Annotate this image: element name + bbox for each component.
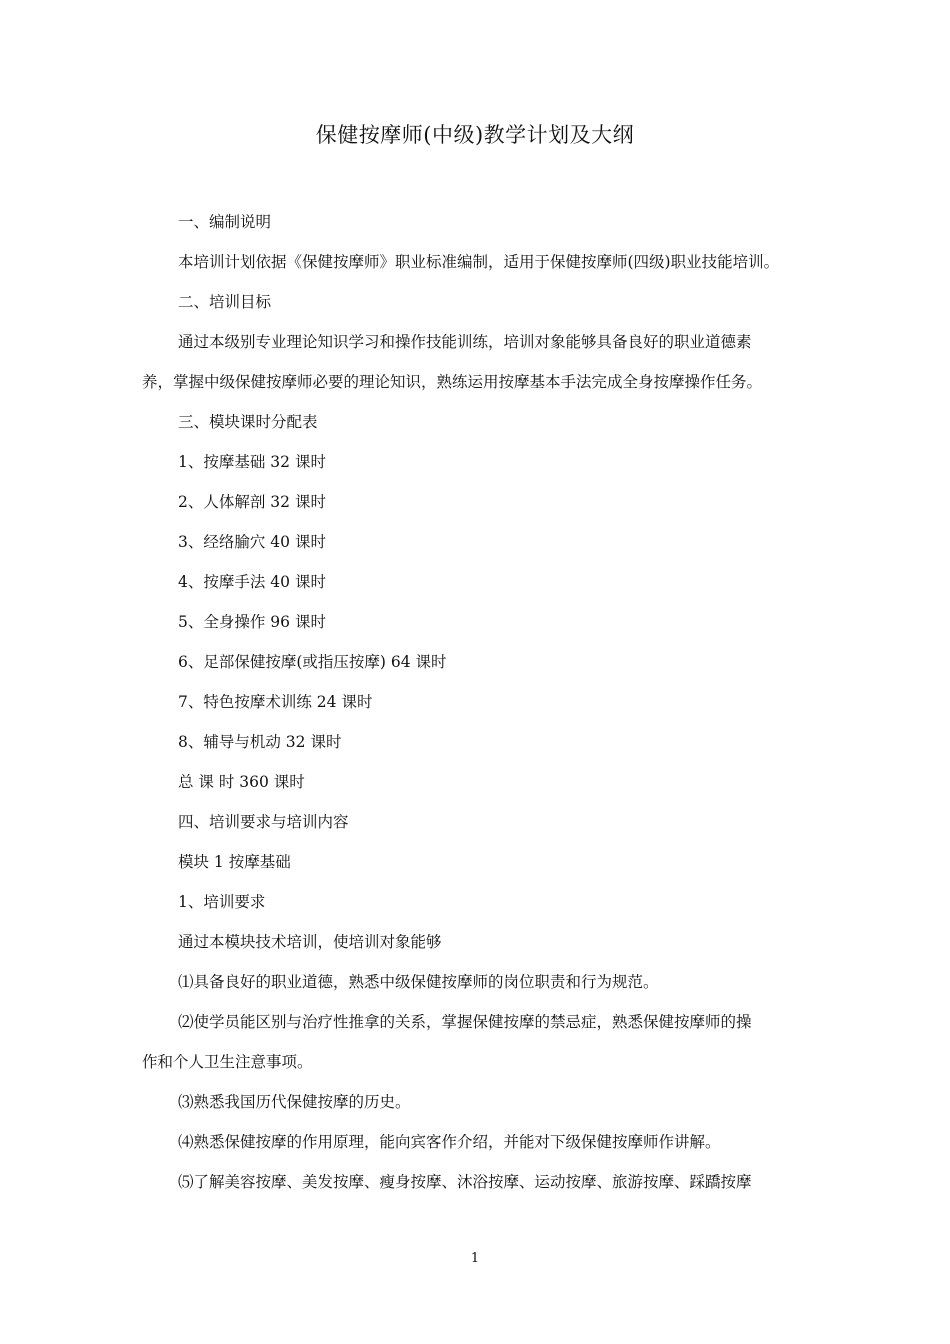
total-hours: 总 课 时 360 课时 — [178, 773, 305, 791]
requirement-item: ⑶熟悉我国历代保健按摩的历史。 — [178, 1093, 411, 1111]
requirement-item: ⑵使学员能区别与治疗性推拿的关系，掌握保健按摩的禁忌症，熟悉保健按摩师的操 — [178, 1013, 752, 1031]
requirement-item: ⑸了解美容按摩、美发按摩、瘦身按摩、沐浴按摩、运动按摩、旅游按摩、踩蹻按摩 — [178, 1173, 752, 1191]
list-item: 5、全身操作 96 课时 — [178, 613, 326, 631]
document-title: 保健按摩师(中级)教学计划及大纲 — [315, 123, 635, 147]
section-heading-3: 三、模块课时分配表 — [178, 413, 318, 431]
paragraph-line: 本培训计划依据《保健按摩师》职业标准编制，适用于保健按摩师(四级)职业技能培训。 — [178, 253, 780, 271]
list-item: 7、特色按摩术训练 24 课时 — [178, 693, 373, 711]
subsection-heading: 1、培训要求 — [178, 893, 266, 911]
section-heading-1: 一、编制说明 — [178, 213, 272, 231]
list-item: 8、辅导与机动 32 课时 — [178, 733, 342, 751]
list-item: 4、按摩手法 40 课时 — [178, 573, 326, 591]
requirement-item-continued: 作和个人卫生注意事项。 — [142, 1053, 313, 1071]
list-item: 1、按摩基础 32 课时 — [178, 453, 326, 471]
page-number: 1 — [470, 1251, 480, 1266]
list-item: 3、经络腧穴 40 课时 — [178, 533, 326, 551]
requirement-item: ⑴具备良好的职业道德，熟悉中级保健按摩师的岗位职责和行为规范。 — [178, 973, 659, 991]
paragraph-line: 养，掌握中级保健按摩师必要的理论知识，熟练运用按摩基本手法完成全身按摩操作任务。 — [142, 373, 763, 391]
module-heading: 模块 1 按摩基础 — [178, 853, 291, 871]
paragraph-line: 通过本模块技术培训，使培训对象能够 — [178, 933, 442, 951]
paragraph-line: 通过本级别专业理论知识学习和操作技能训练，培训对象能够具备良好的职业道德素 — [178, 333, 752, 351]
requirement-item: ⑷熟悉保健按摩的作用原理，能向宾客作介绍，并能对下级保健按摩师作讲解。 — [178, 1133, 721, 1151]
list-item: 6、足部保健按摩(或指压按摩) 64 课时 — [178, 653, 447, 671]
section-heading-2: 二、培训目标 — [178, 293, 272, 311]
list-item: 2、人体解剖 32 课时 — [178, 493, 326, 511]
section-heading-4: 四、培训要求与培训内容 — [178, 813, 349, 831]
